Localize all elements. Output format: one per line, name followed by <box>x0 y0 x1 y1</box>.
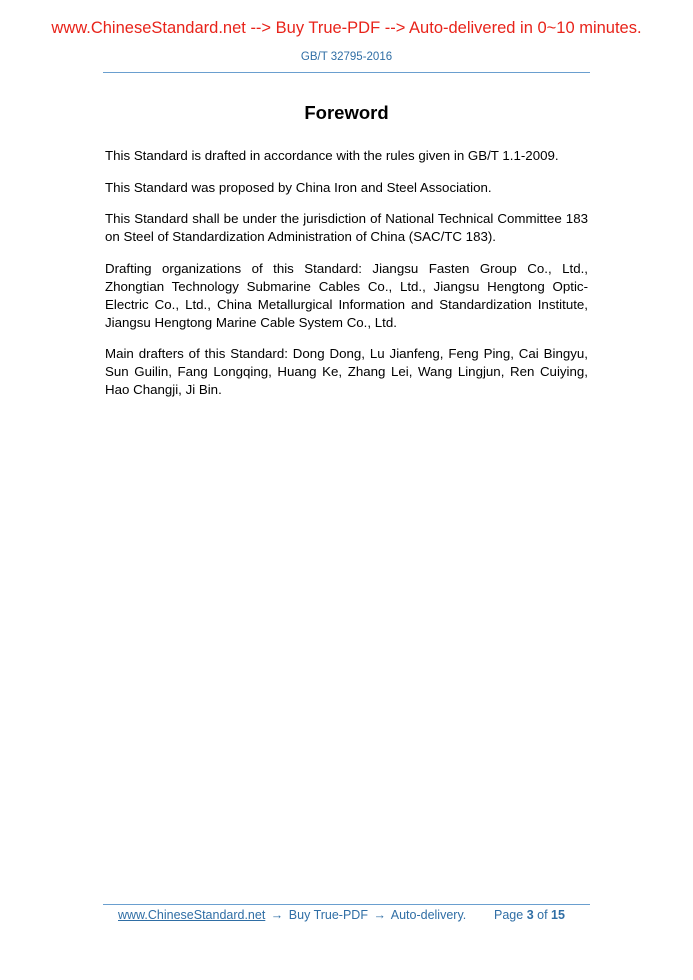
page-label: Page <box>494 908 524 922</box>
page-title: Foreword <box>304 102 389 123</box>
footer <box>118 907 588 923</box>
arrow-right-icon: → <box>373 908 386 922</box>
paragraph: This Standard was proposed by China Iron and Steel Association. <box>105 179 492 195</box>
page-current: 3 <box>526 908 534 922</box>
footer-site-link[interactable]: www.ChineseStandard.net <box>118 908 266 922</box>
page-of: of <box>537 908 548 922</box>
footer-delivery-text: Auto-delivery. <box>390 908 467 922</box>
header-divider <box>103 72 590 73</box>
page-indicator <box>494 907 565 923</box>
banner-text: www.ChineseStandard.net --> Buy True-PDF --> Auto-delivered in 0~10 minutes. <box>51 19 642 37</box>
paragraph: Main drafters of this Standard: Dong Dong, Lu Jianfeng, Feng Ping, Cai Bingyu, Sun Guilin, Fang Longqing, Huang Ke, Zhang Lei, Wang Lingjun, Ren Cuiying, Hao Changji, Ji Bin. <box>105 346 588 397</box>
paragraph: This Standard shall be under the jurisdiction of National Technical Committee 183 on Steel of Standardization Administration of China (SAC/TC 183). <box>105 211 588 244</box>
footer-buy-text: Buy True-PDF <box>288 908 368 922</box>
arrow-right-icon: → <box>270 908 284 922</box>
page-total: 15 <box>551 908 565 922</box>
paragraph: Drafting organizations of this Standard: Jiangsu Fasten Group Co., Ltd., Zhongtian Technology Submarine Cables Co., Ltd., Jiangsu Hengtong Optic-Electric Co., Ltd., China Metallurgical Information and Standardization Institute, Jiangsu Hengtong Marine Cable System Co., Ltd. <box>105 260 588 330</box>
paragraph: This Standard is drafted in accordance with the rules given in GB/T 1.1-2009. <box>105 148 559 163</box>
foreword-body <box>105 147 588 413</box>
footer-divider <box>103 904 590 905</box>
standard-code: GB/T 32795-2016 <box>300 51 393 63</box>
